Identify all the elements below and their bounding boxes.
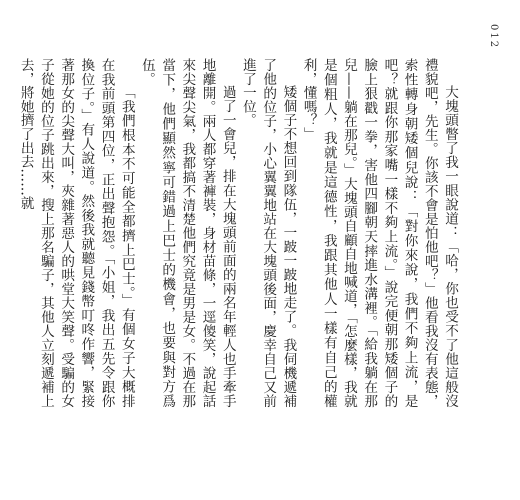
paragraph: 過了一會兒，排在大塊頭前面的兩名年輕人也手牽手地離開。兩人都穿著褲裝，身材苗條，一逕傻笑，說起話來尖聲尖氣，我都搞不清楚他們究竟是男是女。不過在那當下，他們顯然寧可錯過上巴士的機會，也要與對方爲伍。 [138, 58, 236, 408]
page-number: 012 [488, 24, 499, 50]
paragraph: 「我們根本不可能全都擠上巴士。」有個女子大概排在我前頭第四位，正出聲抱怨。「小姐，我出五先令跟你換位子。」有人說道。然後我就聽見錢幣叮咚作響，緊接著那女的尖聲大叫，夾雜著惡人的哄堂大笑聲。受騙的女子從她的位子跳出來，搜上那名騙子，其他人立刻遞補上去，將她擠了出去……就 [17, 58, 135, 408]
body-text [16, 58, 460, 408]
paragraph: 矮個子不想回到隊伍，一跛一跛地走了。我伺機遞補了他的位子，小心翼翼地站在大塊頭後面，慶幸自己又前進了一位。 [239, 58, 297, 408]
paragraph: 大塊頭瞥了我一眼說道：「哈，你也受不了他這般沒禮貌吧，先生。你該不會是怕他吧？」他看我沒有表態，索性轉身朝矮個兒說：「對你來說，我們不夠上流，是吧？就跟你那家嘴一樣不夠上流。」說完便朝那矮個子的臉上狠戳一拳，害他四腳朝天摔進水溝裡。「給我躺在那兒——躺在那兒。」大塊頭自顧自地喊道，「怎麼樣，我就是個粗人，我就是這德性，我跟其他人一樣有自己的權利，懂嗎？」 [300, 58, 458, 408]
